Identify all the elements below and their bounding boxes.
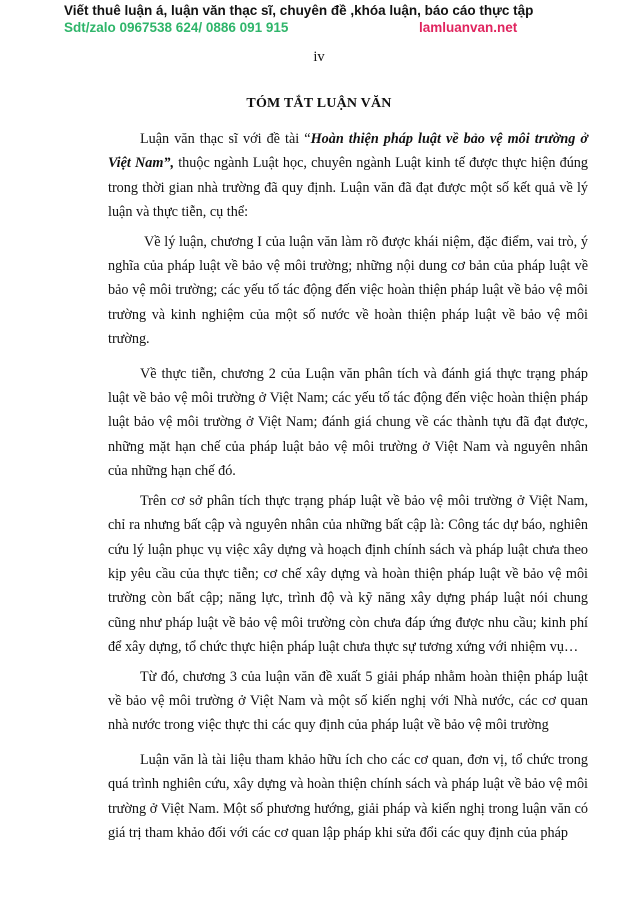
banner-website-link[interactable]: lamluanvan.net <box>419 20 518 35</box>
document-title: TÓM TẮT LUẬN VĂN <box>246 96 392 111</box>
paragraph-value: Luận văn là tài liệu tham khảo hữu ích cho các cơ quan, đơn vị, tổ chức trong quá trình nghiên cứu, xây dựng và hoàn thiện chính sách và pháp luật về bảo vệ môi trường ở Việt Nam. Một số phương hướng, giải pháp và kiến nghị trong luận văn có giá trị tham khảo đối với các cơ quan lập pháp khi sửa đổi các quy định của pháp <box>108 751 588 841</box>
banner-contact-line <box>64 19 624 36</box>
paragraph-analysis: Trên cơ sở phân tích thực trạng pháp luật về bảo vệ môi trường ở Việt Nam, chỉ ra nhưng bất cập và nguyên nhân của những bất cập là: Công tác dự báo, nghiên cứu lý luận phục vụ việc xây dựng và hoạch định chính sách và pháp luật chưa theo kịp yêu cầu của thực tiễn; cơ chế xây dựng và hoàn thiện pháp luật về bảo vệ môi trường còn bất cập; năng lực, trình độ và kỹ năng xây dựng pháp luật nói chung cũng như pháp luật về bảo vệ môi trường còn chưa đáp ứng được nhu cầu; kinh phí để xây dựng, tổ chức thực hiện pháp luật chưa thực sự tương xứng với nhiệm vụ… <box>108 492 588 656</box>
paragraph-theory: Về lý luận, chương I của luận văn làm rõ được khái niệm, đặc điểm, vai trò, ý nghĩa của pháp luật về bảo vệ môi trường; những nội dung cơ bản của pháp luật về bảo vệ môi trường; các yếu tố tác động đến việc hoàn thiện pháp luật về bảo vệ môi trường và kinh nghiệm của một số nước về hoàn thiện pháp luật về bảo vệ môi trường. <box>108 233 588 348</box>
header-banner <box>64 2 624 36</box>
banner-phone: Sdt/zalo 0967538 624/ 0886 091 915 <box>64 20 289 35</box>
intro-lead: Luận văn thạc sĩ với đề tài “ <box>140 131 311 147</box>
thesis-topic: Hoàn thiện pháp luật về bảo vệ môi trường ở Việt Nam”, <box>108 131 588 172</box>
intro-rest: thuộc ngành Luật học, chuyên ngành Luật kinh tế được thực hiện đúng trong thời gian nhà trường đã quy định. Luận văn đã đạt được một số kết quả về lý luận và thực tiễn, cụ thể: <box>108 155 588 221</box>
paragraph-practice: Về thực tiễn, chương 2 của Luận văn phân tích và đánh giá thực trạng pháp luật về bảo vệ môi trường ở Việt Nam; các yếu tố tác động đến việc hoàn thiện pháp luật bảo vệ môi trường ở Việt Nam; đánh giá chung về các thành tựu đã đạt được, những mặt hạn chế của pháp luật bảo vệ môi trường ở Việt Nam và nguyên nhân của những hạn chế đó. <box>108 365 588 480</box>
document-body <box>108 127 588 850</box>
paragraph-solutions: Từ đó, chương 3 của luận văn đề xuất 5 giải pháp nhằm hoàn thiện pháp luật về bảo vệ môi trường ở Việt Nam và một số kiến nghị với Nhà nước, các cơ quan nhà nước trong việc thực thi các quy định của pháp luật về bảo vệ môi trường <box>108 668 588 734</box>
banner-service-text: Viết thuê luận á, luận văn thạc sĩ, chuyên đề ,khóa luận, báo cáo thực tập <box>64 3 534 18</box>
page-number: iv <box>313 49 325 65</box>
paragraph-intro <box>108 127 588 225</box>
